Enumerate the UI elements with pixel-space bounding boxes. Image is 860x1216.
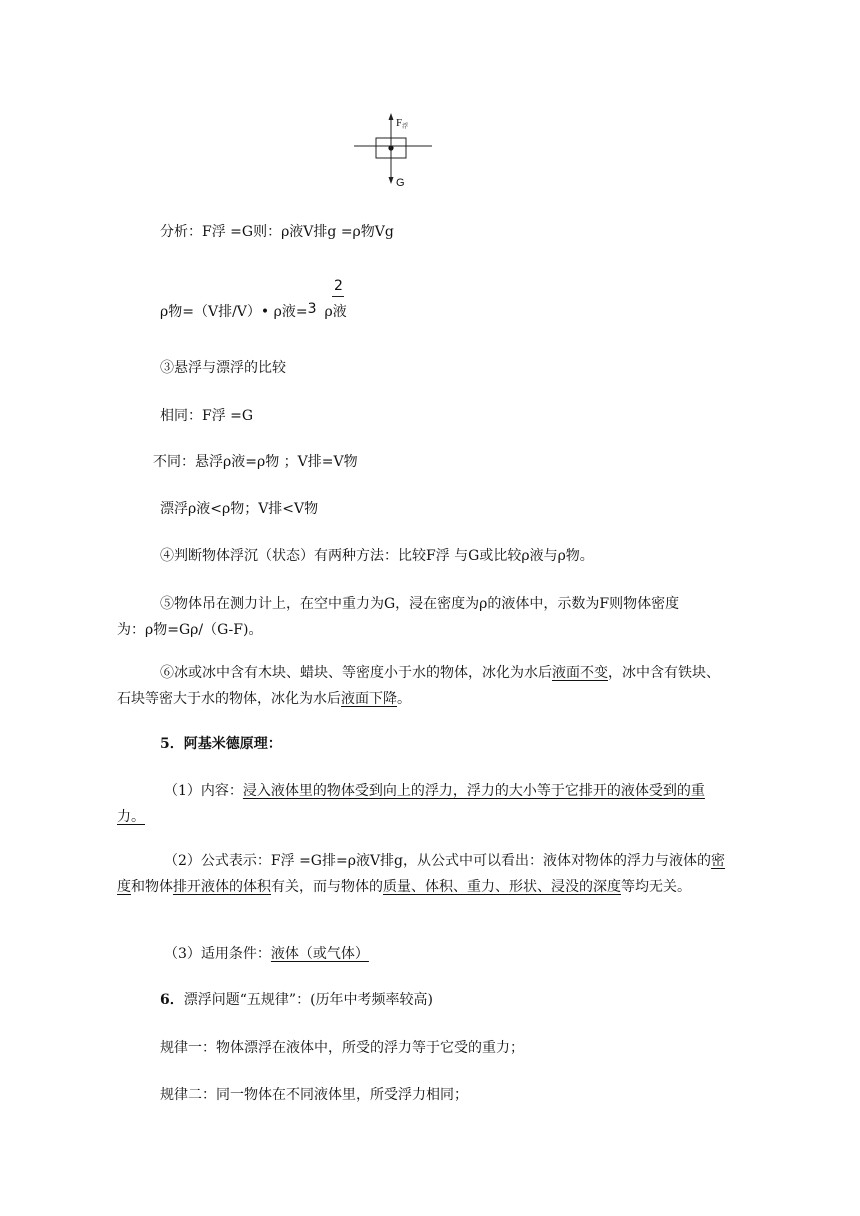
item-5-line-2: 为：ρ物=Gρ/（G-F)。 [117, 622, 263, 638]
item-6-paragraph: ⑥冰或冰中含有木块、蜡块、等密度小于水的物体，冰化为水后液面不变，冰中含有铁块、石块等密大于水的物体，冰化为水后液面下降。 [117, 665, 720, 707]
compare-diff-2: 漂浮ρ液<ρ物；V排<V物 [160, 501, 319, 517]
section-5-condition: （3）适用条件：液体（或气体） [164, 946, 369, 962]
rule-2: 规律二：同一物体在不同液体里，所受浮力相同； [160, 1087, 468, 1103]
underline-liquid-unchanged: 液面不变 [552, 665, 608, 681]
buoyancy-label: F浮 [396, 117, 409, 130]
fraction-bar [332, 296, 344, 297]
underline-density: 密度 [117, 853, 726, 895]
underline-archimedes-content: 浸入液体里的物体受到向上的浮力，浮力的大小等于它排开的液体受到的重力。 [117, 783, 705, 825]
analysis-line-2 [160, 302, 347, 322]
compare-diff-1: 不同：悬浮ρ液=ρ物 ；V排=V物 [153, 454, 358, 470]
compare-heading: ③悬浮与漂浮的比较 [160, 360, 286, 376]
gravity-label: G [396, 177, 405, 189]
rule-1: 规律一：物体漂浮在液体中，所受的浮力等于它受的重力； [160, 1040, 524, 1056]
buoyancy-arrowhead [389, 113, 394, 120]
underline-irrelevant-factors: 质量、体积、重力、形状、浸没的深度 [383, 879, 621, 895]
compare-same: 相同：F浮 =G [160, 408, 254, 424]
section-5-content: （1）内容：浸入液体里的物体受到向上的浮力，浮力的大小等于它排开的液体受到的重力。 [117, 783, 705, 825]
item-5-line-1: ⑤物体吊在测力计上，在空中重力为G，浸在密度为ρ的液体中，示数为F则物体密度 [160, 596, 680, 612]
section-5-formula: （2）公式表示：F浮 =G排=ρ液V排g，从公式中可以看出：液体对物体的浮力与液体的密度和物体排开液体的体积有关，而与物体的质量、体积、重力、形状、浸没的深度等均无关。 [117, 853, 726, 895]
underline-liquid-drops: 液面下降 [341, 691, 397, 707]
gravity-arrowhead [389, 177, 394, 184]
analysis-line-2-prefix: ρ物=（V排/V）• ρ液= [160, 304, 308, 320]
item-4: ④判断物体浮沉（状态）有两种方法：比较F浮 与G或比较ρ液与ρ物。 [160, 548, 594, 564]
force-diagram [350, 108, 440, 192]
analysis-line-2-suffix: ρ液 [324, 304, 347, 320]
underline-displaced-volume: 排开液体的体积 [173, 879, 271, 895]
section-5-heading: 5．阿基米德原理： [160, 736, 282, 752]
section-6-heading: 6．漂浮问题“五规律”：(历年中考频率较高) [160, 992, 433, 1008]
fraction-numerator: 2 [334, 278, 343, 294]
underline-liquid-or-gas: 液体（或气体） [270, 946, 369, 962]
analysis-line-1: 分析：F浮 =G则：ρ液V排g =ρ物Vg [160, 224, 394, 240]
fraction-denominator: 3 [307, 301, 317, 317]
